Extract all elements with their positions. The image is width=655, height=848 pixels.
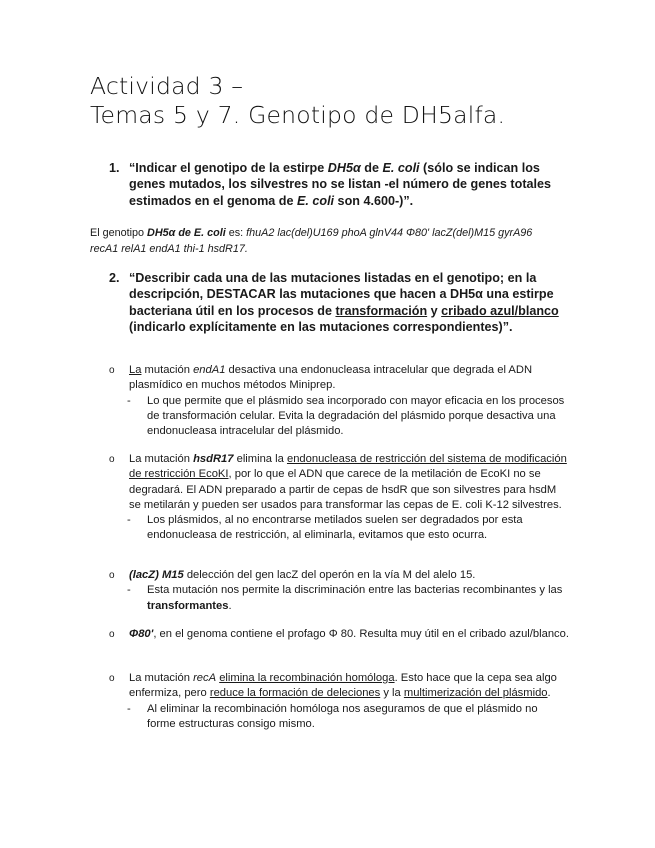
answer-text-b: DH5α de E. coli — [147, 227, 226, 239]
b1-text-a: La — [129, 364, 142, 376]
b5-text-e: y la — [380, 687, 404, 700]
q2-text-b: y — [427, 303, 442, 318]
bullet-phi80 — [109, 627, 569, 642]
b2-text-b: hsdR17 — [193, 453, 234, 465]
bullet-endA1 — [109, 363, 569, 439]
dash-marker: - — [127, 702, 131, 715]
answer-genotype: fhuA2 lac(del)U169 phoA glnV44 Φ80' lacZ(del)M15 gyrA96 recA1 relA1 endA1 thi-1 hsdR17. — [90, 227, 533, 255]
bullet-marker: o — [109, 629, 115, 640]
q1-text-a: “Indicar el genotipo de la estirpe — [129, 161, 328, 175]
b1-text-d: desactiva una endonucleasa intracelular que degrada el ADN plasmídico en muchos métodos Miniprep. — [129, 364, 533, 392]
b1-text-c: endA1 — [193, 364, 226, 376]
sub-bullet-lacZ-text-c: . — [228, 599, 232, 612]
sub-bullet-recA — [127, 702, 569, 733]
sub-bullet-lacZ-text-a: Esta mutación nos permite la discriminación entre las bacterias recombinantes y las — [147, 584, 563, 597]
bullet-recA-text — [129, 671, 569, 702]
sub-bullet-recA-text: Al eliminar la recombinación homóloga nos aseguramos de que el plásmido no forme estructuras consigo mismo. — [147, 702, 538, 730]
b4-text-b: , en el genoma contiene el profago Φ 80. Resulta muy útil en el cribado azul/blanco. — [153, 628, 569, 640]
q1-text-b: DH5α — [327, 161, 361, 175]
b5-text-a: La mutación — [129, 672, 194, 684]
dash-marker: - — [127, 584, 131, 597]
b2-underline-a: endonucleasa de restricción del sistema de modificación de restricción EcoKI — [129, 453, 567, 481]
q1-text-c: de — [360, 161, 383, 175]
sub-bullet-lacZ — [127, 583, 569, 614]
bullet-marker: o — [109, 673, 115, 684]
b5-text-b: recA — [193, 672, 217, 684]
b5-text-f: . — [547, 687, 551, 700]
b5-underline-b: reduce la formación de deleciones — [209, 687, 381, 700]
sub-bullet-lacZ-text-b: transformantes — [147, 599, 229, 612]
bullet-lacZ — [109, 568, 569, 614]
b2-text-a: La mutación — [129, 453, 194, 465]
b5-text-d: . Esto hace que la cepa sea algo enfermiza, pero — [129, 672, 557, 700]
bullet-marker: o — [109, 365, 115, 376]
b1-text-b: mutación — [141, 364, 194, 376]
q1-text-d: E. coli — [382, 161, 420, 175]
genotype-answer — [90, 225, 560, 257]
q1-text-f: E. coli — [296, 193, 335, 208]
question-2-number: 2. — [109, 271, 120, 285]
dash-marker: - — [127, 514, 131, 527]
b4-text-a: Φ80' — [129, 628, 154, 640]
bullet-recA — [109, 671, 569, 732]
question-1 — [109, 160, 579, 209]
question-1-number: 1. — [109, 161, 120, 175]
bullet-marker: o — [109, 570, 115, 581]
q2-underline-transformacion: transformación — [335, 303, 428, 318]
b2-text-d: , por lo que el ADN que carece de la metilación de EcoKI no se degradará. El ADN preparado a partir de cepas de hsdR que son silvestres para hsdM se metilarán y pueden ser usados para transformar las cepas de E. coli K-12 silvestres. — [129, 468, 562, 511]
answer-text-a: El genotipo — [90, 227, 148, 239]
b2-text-c: elimina la — [233, 453, 287, 465]
q2-underline-cribado: cribado azul/blanco — [441, 303, 559, 318]
q1-text-g: son 4.600-)”. — [334, 193, 414, 208]
title-line-2: Temas 5 y 7. Genotipo de DH5alfa. — [90, 101, 506, 129]
b5-underline-c: multimerización del plásmido — [403, 687, 548, 700]
b3-text-a: (lacZ) M15 — [129, 569, 184, 581]
answer-text-c: es: — [225, 227, 247, 239]
question-1-text — [129, 160, 579, 209]
sub-bullet-endA1 — [127, 394, 569, 440]
question-2 — [109, 270, 579, 336]
bullet-phi80-text — [129, 627, 569, 642]
b3-text-b: delección del gen lacZ del operón en la vía M del alelo 15. — [183, 569, 476, 581]
bullet-lacZ-text — [129, 568, 569, 583]
bullet-hsdR17-text — [129, 452, 569, 513]
sub-bullet-hsdR17 — [127, 513, 569, 544]
sub-bullet-endA1-text: Lo que permite que el plásmido sea incorporado con mayor eficacia en los procesos de transformación celular. Evita la degradación del plásmido porque desactiva una endonucleasa intracelular del plásmido. — [147, 394, 565, 438]
bullet-marker: o — [109, 454, 115, 465]
page-title — [90, 72, 505, 130]
q2-text-a: “Describir cada una de las mutaciones listadas en el genotipo; en la descripción, DESTACAR las mutaciones que hacen a DH5α una estirpe bacteriana útil en los procesos de — [129, 271, 554, 318]
bullet-endA1-text — [129, 363, 569, 394]
dash-marker: - — [127, 394, 131, 407]
q1-text-e: (sólo se indican los genes mutados, los silvestres no se listan -el número de genes totales estimados en el genoma de — [129, 161, 552, 208]
bullet-hsdR17 — [109, 452, 569, 544]
question-2-text — [129, 270, 579, 336]
b5-underline-a: elimina la recombinación homóloga — [219, 672, 395, 684]
title-line-1: Actividad 3 – — [90, 72, 244, 100]
sub-bullet-hsdR17-text: Los plásmidos, al no encontrarse metilados suelen ser degradados por esta endonucleasa de restricción, al eliminarla, evitamos que esto ocurra. — [147, 514, 523, 542]
q2-text-c: (indicarlo explícitamente en las mutaciones correspondientes)”. — [129, 320, 513, 335]
